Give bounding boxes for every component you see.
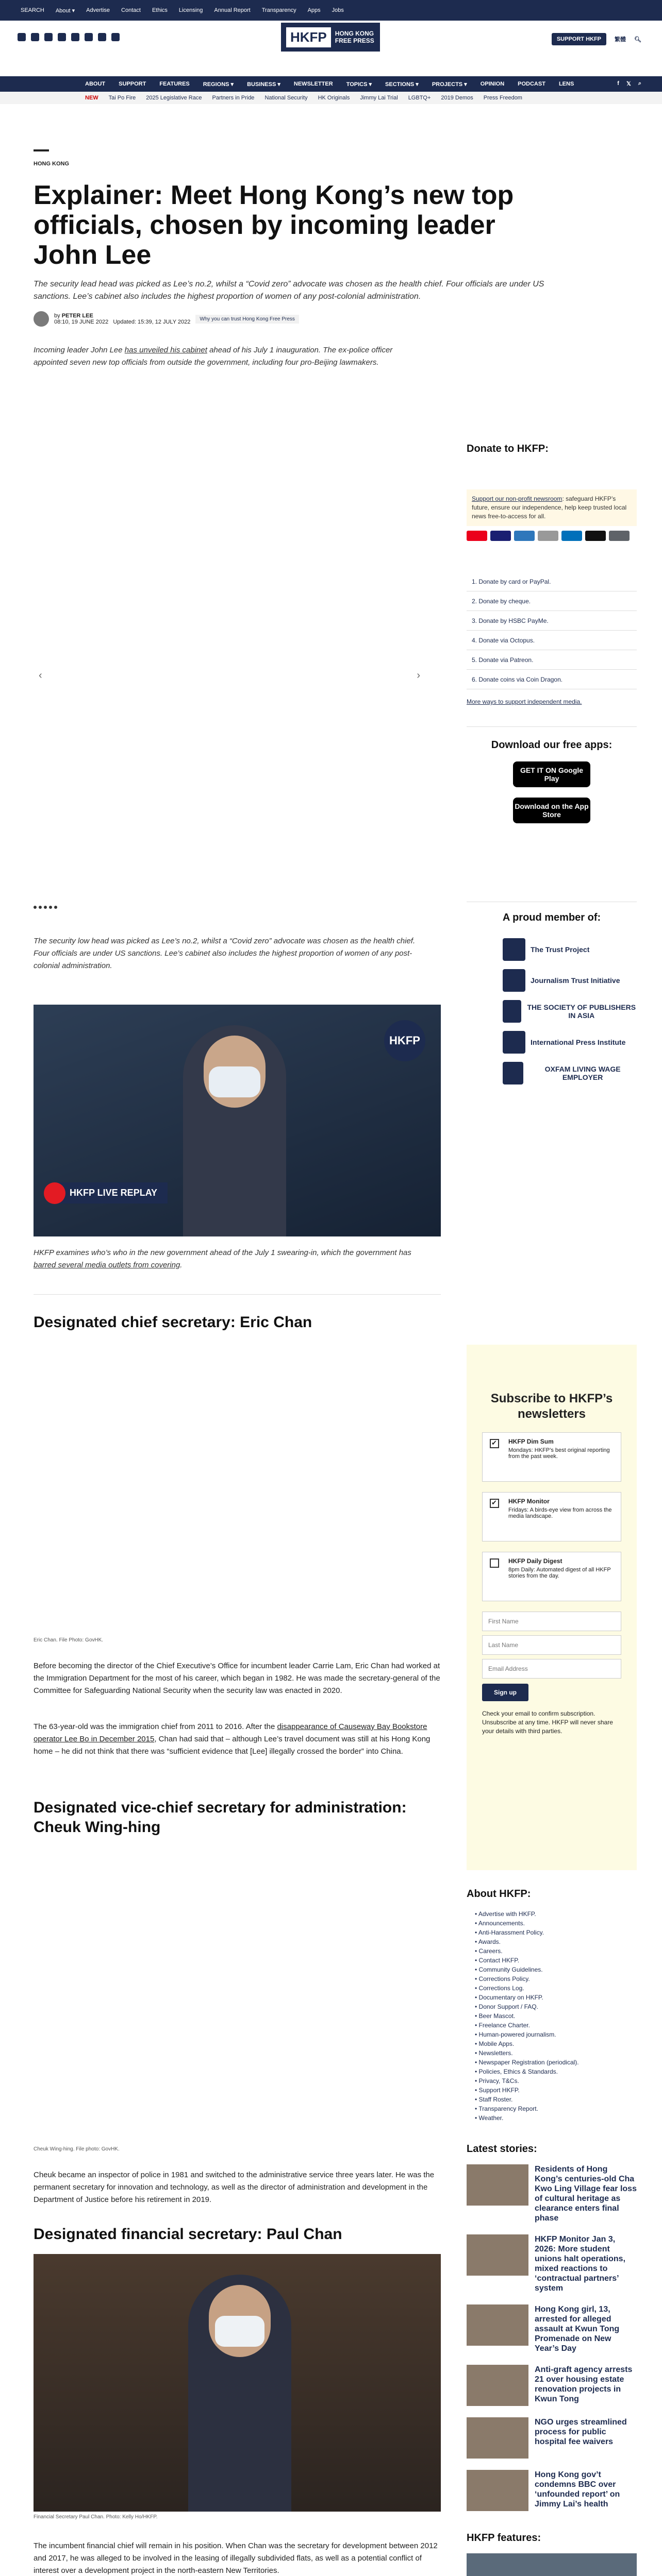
about-link[interactable]: About ▾ bbox=[55, 8, 75, 14]
google-pay-icon bbox=[609, 531, 630, 541]
subnav-item[interactable]: 2025 Legislative Race bbox=[146, 95, 202, 101]
paypal-icon bbox=[561, 531, 582, 541]
apps-section bbox=[467, 739, 637, 823]
about-link[interactable]: • Corrections Policy. bbox=[475, 1975, 530, 1982]
first-name-input[interactable]: First Name bbox=[482, 1612, 621, 1631]
about-link-text: Staff Roster. bbox=[478, 2096, 513, 2103]
facebook-icon[interactable]: f bbox=[617, 80, 619, 87]
about-link-text: Newspaper Registration (periodical). bbox=[478, 2059, 579, 2066]
story-title[interactable]: Anti-graft agency arrests 21 over housing estate renovation projects in Kwun Tong bbox=[535, 2365, 633, 2403]
subnav-item[interactable]: 2019 Demos bbox=[441, 95, 473, 101]
latest-section bbox=[467, 2143, 637, 2522]
member-logo[interactable] bbox=[503, 965, 637, 996]
about-link-text: Weather. bbox=[478, 2114, 504, 2122]
newsletter-desc: Fridays: A birds-eye view from across the media landscape. bbox=[508, 1507, 612, 1519]
sub-nav bbox=[0, 92, 662, 104]
story-title[interactable]: Hong Kong gov’t condemns BBC over ‘unfounded report’ on Jimmy Lai’s health bbox=[535, 2470, 620, 2509]
photo-caption: Financial Secretary Paul Chan. Photo: Kelly Ho/HKFP. bbox=[34, 2514, 158, 2520]
image-slider bbox=[34, 392, 425, 907]
nav-item[interactable]: OPINION bbox=[480, 81, 505, 87]
new-badge: NEW bbox=[85, 95, 98, 101]
amex-icon bbox=[514, 531, 535, 541]
nav-item[interactable]: LENS bbox=[558, 81, 574, 87]
author-name[interactable]: PETER LEE bbox=[61, 313, 93, 319]
feature-thumbnail[interactable] bbox=[467, 2553, 637, 2576]
heading-chief-secretary: Designated chief secretary: Eric Chan bbox=[34, 1314, 312, 1331]
about-link[interactable]: • Support HKFP. bbox=[475, 2087, 520, 2094]
article-title: Explainer: Meet Hong Kong’s new top officials, chosen by incoming leader John Lee bbox=[34, 180, 514, 270]
about-section bbox=[467, 1888, 637, 2123]
donate-blurb bbox=[467, 489, 637, 526]
lang-char-1: 繁 bbox=[615, 37, 621, 43]
lang-toggle[interactable] bbox=[615, 35, 626, 43]
latest-story[interactable] bbox=[467, 2164, 637, 2223]
jobs-link[interactable]: Jobs bbox=[332, 7, 344, 13]
author-prefix: by bbox=[54, 313, 60, 319]
apps-title: Download our free apps: bbox=[491, 739, 613, 751]
slider-prev-icon[interactable]: ‹ bbox=[39, 670, 42, 681]
email-icon[interactable] bbox=[98, 33, 106, 41]
nav-item[interactable]: TOPICS ▾ bbox=[346, 81, 372, 88]
visa-icon bbox=[490, 531, 511, 541]
photo-cheuk-wing-hing bbox=[34, 1844, 441, 2138]
nav-item[interactable]: BUSINESS ▾ bbox=[247, 81, 280, 88]
about-title: About HKFP: bbox=[467, 1888, 531, 1900]
byline bbox=[54, 313, 190, 325]
hkfp-video-logo: HKFP bbox=[384, 1020, 425, 1061]
newsletter-checkbox[interactable] bbox=[490, 1558, 499, 1568]
newsletter-option[interactable] bbox=[482, 1552, 621, 1601]
logo-mark: HKFP bbox=[286, 27, 331, 47]
live-replay-label: HKFP LIVE REPLAY bbox=[54, 1182, 168, 1204]
paragraph: Cheuk became an inspector of police in 1981 and switched to the administrative service three years later. He was the permanent secretary for innovation and technology, as well as the director of administration and development in the Department of Justice before his retirement in 2019. bbox=[34, 2171, 435, 2204]
instagram-icon[interactable] bbox=[44, 33, 53, 41]
lee-bo-link[interactable]: disappearance of Causeway Bay Bookstore operator Lee Bo in December 2015 bbox=[34, 1722, 427, 1743]
article-intro bbox=[34, 344, 425, 369]
newsletter-name: HKFP Monitor bbox=[508, 1498, 550, 1505]
last-name-input[interactable]: Last Name bbox=[482, 1635, 621, 1655]
slider-dot[interactable] bbox=[34, 906, 37, 909]
member-logo[interactable] bbox=[503, 996, 637, 1027]
about-link-text: Privacy, T&Cs. bbox=[478, 2077, 519, 2084]
member-name: International Press Institute bbox=[531, 1038, 626, 1046]
about-link[interactable]: • Careers. bbox=[475, 1947, 503, 1955]
photo-mask bbox=[215, 2316, 264, 2347]
cabinet-link[interactable]: has unveiled his cabinet bbox=[124, 346, 207, 354]
member-logo[interactable] bbox=[503, 1058, 637, 1089]
about-link-text: Advertise with HKFP. bbox=[478, 1910, 536, 1918]
member-mark-icon bbox=[503, 938, 525, 961]
newsletter-desc: 8pm Daily: Automated digest of all HKFP stories from the day. bbox=[508, 1567, 611, 1579]
google-play-badge[interactable]: GET IT ON Google Play bbox=[513, 761, 590, 787]
story-title[interactable]: Hong Kong girl, 13, arrested for alleged assault at Kwun Tong Promenade on New Year’s Day bbox=[535, 2305, 620, 2353]
about-link-text: Careers. bbox=[478, 1947, 503, 1955]
x-icon[interactable] bbox=[31, 33, 39, 41]
para-text-a: The 63-year-old was the immigration chief from 2011 to 2016. After the bbox=[34, 1722, 277, 1731]
donate-link[interactable]: Support our non-profit newsroom bbox=[472, 495, 562, 502]
search-link[interactable]: SEARCH bbox=[21, 7, 44, 13]
about-link-text: Transparency Report. bbox=[478, 2105, 538, 2112]
donate-option[interactable]: 2. Donate by cheque. bbox=[467, 591, 637, 611]
about-link-text: Donor Support / FAQ. bbox=[478, 2003, 538, 2010]
newsletter-desc: Mondays: HKFP’s best original reporting from the past week. bbox=[508, 1447, 610, 1460]
about-link[interactable]: • Human-powered journalism. bbox=[475, 2031, 556, 2038]
story-thumbnail[interactable] bbox=[467, 2365, 528, 2406]
about-link[interactable]: • Staff Roster. bbox=[475, 2096, 513, 2103]
paragraph: Before becoming the director of the Chief Executive’s Office for incumbent leader Carrie Lam, Eric Chan had worked at the Immigration Department for the most of his career, which began in 1982. He was made the secretary-general of the Committee for Safeguarding National Security when the security law was enacted in 2020. bbox=[34, 1662, 440, 1695]
photo-caption: Cheuk Wing-hing. File photo: GovHK. bbox=[34, 2146, 120, 2152]
member-logo[interactable] bbox=[503, 934, 637, 965]
donate-option[interactable]: 1. Donate by card or PayPal. bbox=[467, 572, 637, 591]
about-link[interactable]: • Contact HKFP. bbox=[475, 1957, 520, 1964]
sidebar-divider bbox=[467, 726, 637, 727]
subnav-item[interactable]: Jimmy Lai Trial bbox=[360, 95, 398, 101]
member-mark-icon bbox=[503, 969, 525, 992]
donate-option[interactable]: 6. Donate coins via Coin Dragon. bbox=[467, 670, 637, 689]
nav-item[interactable]: SECTIONS ▾ bbox=[385, 81, 419, 88]
donate-option[interactable]: 4. Donate via Octopus. bbox=[467, 631, 637, 650]
newsletter-name: HKFP Dim Sum bbox=[508, 1438, 554, 1445]
nav-item[interactable]: PROJECTS ▾ bbox=[432, 81, 467, 88]
slider-caption: The security low head was picked as Lee’s no.2, whilst a “Covid zero” advocate was chosen as the health chief. Four officials are under US sanctions. Lee’s cabinet also includes the highest proportion of women of any post-colonial administration. bbox=[34, 937, 416, 970]
donate-option[interactable]: 3. Donate by HSBC PayMe. bbox=[467, 611, 637, 631]
story-title[interactable]: Residents of Hong Kong’s centuries-old Cha Kwo Ling Village fear loss of cultural heritage as clearance enters final phase bbox=[535, 2165, 637, 2223]
about-link[interactable]: • Newsletters. bbox=[475, 2049, 513, 2057]
about-link[interactable]: • Awards. bbox=[475, 1938, 501, 1945]
logo-text bbox=[335, 30, 374, 44]
features-title: HKFP features: bbox=[467, 2532, 541, 2544]
more-ways-link[interactable]: More ways to support independent media. bbox=[467, 698, 582, 705]
about-link-text: Newsletters. bbox=[478, 2049, 513, 2057]
about-link[interactable]: • Newspaper Registration (periodical). bbox=[475, 2059, 579, 2066]
about-link-text: Human-powered journalism. bbox=[478, 2031, 556, 2038]
newsletter-option[interactable] bbox=[482, 1432, 621, 1482]
slider-dot[interactable] bbox=[49, 906, 52, 909]
mastercard-icon bbox=[467, 531, 487, 541]
features-section bbox=[467, 2532, 637, 2576]
photo-eric-chan bbox=[34, 1345, 441, 1633]
x-icon[interactable]: 𝕏 bbox=[626, 81, 631, 87]
search-icon[interactable]: 🔍︎ bbox=[634, 36, 641, 43]
payment-icons bbox=[467, 531, 637, 541]
member-mark-icon bbox=[503, 1062, 523, 1084]
latest-story[interactable] bbox=[467, 2417, 637, 2459]
contact-link[interactable]: Contact bbox=[121, 7, 141, 13]
search-icon[interactable]: ⌕ bbox=[638, 80, 641, 87]
logo-line-1: HONG KONG bbox=[335, 30, 374, 37]
member-title: A proud member of: bbox=[502, 912, 601, 923]
about-link-text: Awards. bbox=[478, 1938, 501, 1945]
confirm-text: Check your email to confirm subscription. Unsubscribe at any time. HKFP will never share your details with third parties. bbox=[482, 1710, 613, 1735]
about-link[interactable]: • Community Guidelines. bbox=[475, 1966, 543, 1973]
category-label[interactable]: HONG KONG bbox=[34, 161, 70, 167]
nav-item[interactable]: NEWSLETTER bbox=[293, 81, 333, 87]
video-mask bbox=[209, 1066, 260, 1097]
section-divider bbox=[34, 1294, 441, 1295]
about-link-text: Support HKFP. bbox=[478, 2087, 520, 2094]
donate-options bbox=[467, 572, 637, 689]
latest-story[interactable] bbox=[467, 2304, 637, 2353]
subnav-item[interactable]: National Security bbox=[264, 95, 308, 101]
photo-caption: Eric Chan. File Photo: GovHK. bbox=[34, 1637, 104, 1643]
photo-paul-chan bbox=[34, 2254, 441, 2512]
apple-pay-icon bbox=[585, 531, 606, 541]
video-thumbnail[interactable] bbox=[34, 1005, 441, 1236]
donate-title: Donate to HKFP: bbox=[467, 443, 549, 454]
story-thumbnail[interactable] bbox=[467, 2417, 528, 2459]
member-name: The Trust Project bbox=[531, 945, 590, 954]
intro-text-b: ahead of his July 1 inauguration. The ex-police officer appointed seven new top officials from outside the government, including four pro-Beijing lawmakers. bbox=[34, 346, 393, 367]
transparency-link[interactable]: Transparency bbox=[261, 7, 296, 13]
licensing-link[interactable]: Licensing bbox=[178, 7, 203, 13]
nav-item[interactable]: REGIONS ▾ bbox=[203, 81, 234, 88]
latest-title: Latest stories: bbox=[467, 2143, 537, 2155]
newsletter-box bbox=[467, 1345, 637, 1870]
about-link[interactable]: • Mobile Apps. bbox=[475, 2040, 515, 2047]
nav-item[interactable]: PODCAST bbox=[518, 81, 545, 87]
about-link[interactable]: • Anti-Harassment Policy. bbox=[475, 1929, 544, 1936]
story-title[interactable]: HKFP Monitor Jan 3, 2026: More student unions halt operations, mixed reactions to ‘contractual partners’ system bbox=[535, 2235, 626, 2293]
support-hkfp-button[interactable]: SUPPORT HKFP bbox=[552, 33, 606, 45]
member-mark-icon bbox=[503, 1000, 521, 1023]
about-link[interactable]: • Corrections Log. bbox=[475, 1985, 524, 1992]
about-link-text: Freelance Charter. bbox=[478, 2022, 530, 2029]
barred-outlets-link[interactable]: barred several media outlets from covering bbox=[34, 1261, 180, 1269]
feature-story[interactable] bbox=[467, 2553, 637, 2576]
about-link[interactable]: • Donor Support / FAQ. bbox=[475, 2003, 538, 2010]
linkedin-icon[interactable] bbox=[71, 33, 79, 41]
about-link[interactable]: • Advertise with HKFP. bbox=[475, 1910, 536, 1918]
annual-report-link[interactable]: Annual Report bbox=[214, 7, 251, 13]
latest-story[interactable] bbox=[467, 2234, 637, 2293]
about-link[interactable]: • Freelance Charter. bbox=[475, 2022, 530, 2029]
top-bar bbox=[0, 0, 662, 21]
subnav-item[interactable]: HK Originals bbox=[318, 95, 350, 101]
about-link[interactable]: • Policies, Ethics & Standards. bbox=[475, 2068, 558, 2075]
why-trust-link[interactable]: Why you can trust Hong Kong Free Press bbox=[195, 315, 299, 324]
about-link[interactable]: • Transparency Report. bbox=[475, 2105, 538, 2112]
nav-item[interactable]: FEATURES bbox=[159, 81, 190, 87]
slider-dot[interactable] bbox=[39, 906, 42, 909]
site-logo[interactable] bbox=[281, 23, 380, 52]
about-link-text: Announcements. bbox=[478, 1920, 525, 1927]
article-excerpt: The security lead head was picked as Lee’s no.2, whilst a “Covid zero” advocate was chosen as the health chief. Four officials are under US sanctions. Lee’s cabinet also includes the highest proportion of women of any post-colonial administration. bbox=[34, 280, 544, 301]
about-link-text: Mobile Apps. bbox=[478, 2040, 515, 2047]
nav-item[interactable]: SUPPORT bbox=[119, 81, 146, 87]
newsletter-checkbox[interactable] bbox=[490, 1439, 499, 1448]
social-icons bbox=[18, 33, 120, 41]
avatar bbox=[34, 311, 49, 327]
story-thumbnail[interactable] bbox=[467, 2164, 528, 2206]
about-link[interactable]: • Documentary on HKFP. bbox=[475, 1994, 543, 2001]
live-dot-icon bbox=[44, 1182, 65, 1204]
caption-text-a: HKFP examines who’s who in the new government ahead of the July 1 swearing-in, which the government has bbox=[34, 1248, 411, 1257]
newsletter-title: Subscribe to HKFP’s newsletters bbox=[490, 1392, 613, 1421]
paragraph: The incumbent financial chief will remain in his position. When Chan was the secretary for development between 2012 and 2017, he was alleged to be involved in the leasing of illegally subdivided flats, as well as a potential conflict of interest over a development project in the north-eastern New Territories. bbox=[34, 2541, 438, 2575]
slider-next-icon[interactable]: › bbox=[417, 670, 420, 681]
subnav-item[interactable]: LGBTQ+ bbox=[408, 95, 431, 101]
subnav-item[interactable]: Partners in Pride bbox=[212, 95, 255, 101]
newsletter-name: HKFP Daily Digest bbox=[508, 1557, 562, 1565]
author-block bbox=[34, 311, 299, 327]
story-thumbnail[interactable] bbox=[467, 2234, 528, 2276]
about-link-text: Beer Mascot. bbox=[478, 2012, 516, 2020]
slider-dot[interactable] bbox=[44, 906, 47, 909]
nav-item[interactable]: ABOUT bbox=[85, 81, 106, 87]
about-link[interactable]: • Beer Mascot. bbox=[475, 2012, 516, 2020]
advertise-link[interactable]: Advertise bbox=[86, 7, 110, 13]
heading-vice-chief-secretary: Designated vice-chief secretary for administration: Cheuk Wing-hing bbox=[34, 1799, 407, 1836]
donate-option[interactable]: 5. Donate via Patreon. bbox=[467, 650, 637, 670]
intro-text-a: Incoming leader John Lee bbox=[34, 346, 125, 354]
threads-icon[interactable] bbox=[58, 33, 66, 41]
about-link-text: Policies, Ethics & Standards. bbox=[478, 2068, 558, 2075]
youtube-icon[interactable] bbox=[85, 33, 93, 41]
member-name: THE SOCIETY OF PUBLISHERS IN ASIA bbox=[527, 1003, 636, 1020]
about-link-text: Corrections Policy. bbox=[478, 1975, 530, 1982]
rss-icon[interactable] bbox=[111, 33, 120, 41]
about-link-text: Community Guidelines. bbox=[478, 1966, 543, 1973]
member-section bbox=[467, 912, 637, 1089]
about-link[interactable]: • Weather. bbox=[475, 2114, 504, 2122]
member-name: OXFAM LIVING WAGE EMPLOYER bbox=[544, 1065, 621, 1081]
latest-story[interactable] bbox=[467, 2470, 637, 2511]
lang-char-2: 體 bbox=[620, 37, 626, 43]
about-link-text: Documentary on HKFP. bbox=[478, 1994, 543, 2001]
story-title[interactable]: NGO urges streamlined process for public hospital fee waivers bbox=[535, 2418, 627, 2446]
subnav-item[interactable]: Press Freedom bbox=[483, 95, 522, 101]
paragraph bbox=[34, 1721, 441, 1758]
ethics-link[interactable]: Ethics bbox=[152, 7, 168, 13]
about-link-text: Contact HKFP. bbox=[478, 1957, 520, 1964]
title-rule bbox=[34, 149, 49, 151]
main-nav bbox=[0, 76, 662, 92]
about-link[interactable]: • Announcements. bbox=[475, 1920, 525, 1927]
about-link-text: Corrections Log. bbox=[478, 1985, 524, 1992]
story-thumbnail[interactable] bbox=[467, 2304, 528, 2346]
app-store-badge[interactable]: Download on the App Store bbox=[513, 798, 590, 823]
subnav-item[interactable]: Tai Po Fire bbox=[108, 95, 136, 101]
member-logo[interactable] bbox=[503, 1027, 637, 1058]
about-link-text: Anti-Harassment Policy. bbox=[478, 1929, 544, 1936]
signup-button[interactable]: Sign up bbox=[482, 1684, 528, 1701]
donate-section bbox=[467, 443, 637, 455]
video-caption bbox=[34, 1247, 431, 1272]
slider-dot[interactable] bbox=[54, 906, 57, 909]
unionpay-icon bbox=[538, 531, 558, 541]
apps-link[interactable]: Apps bbox=[307, 7, 321, 13]
newsletter-option[interactable] bbox=[482, 1492, 621, 1541]
email-input[interactable]: Email Address bbox=[482, 1659, 621, 1679]
about-link[interactable]: • Privacy, T&Cs. bbox=[475, 2077, 519, 2084]
latest-story[interactable] bbox=[467, 2365, 637, 2406]
heading-financial-secretary: Designated financial secretary: Paul Chan bbox=[34, 2226, 342, 2243]
facebook-icon[interactable] bbox=[18, 33, 26, 41]
publish-date: 08:10, 19 JUNE 2022 bbox=[54, 319, 109, 325]
caption-text-b: . bbox=[180, 1261, 183, 1269]
member-mark-icon bbox=[503, 1031, 525, 1054]
donate-text: : safeguard HKFP’s future, ensure our independence, help keep trusted local news free-to-access for all. bbox=[472, 495, 627, 520]
para-text-b: , Chan had said that – although Lee’s travel document was still at his Hong Kong home – he did not think that there was “sufficient evidence that [Lee] illegally crossed the border” into China. bbox=[34, 1735, 431, 1756]
newsletter-checkbox[interactable] bbox=[490, 1499, 499, 1508]
logo-line-2: FREE PRESS bbox=[335, 37, 374, 44]
updated-date: Updated: 15:39, 12 JULY 2022 bbox=[113, 319, 191, 325]
story-thumbnail[interactable] bbox=[467, 2470, 528, 2511]
slider-dots[interactable] bbox=[34, 906, 57, 909]
member-name: Journalism Trust Initiative bbox=[531, 976, 620, 985]
